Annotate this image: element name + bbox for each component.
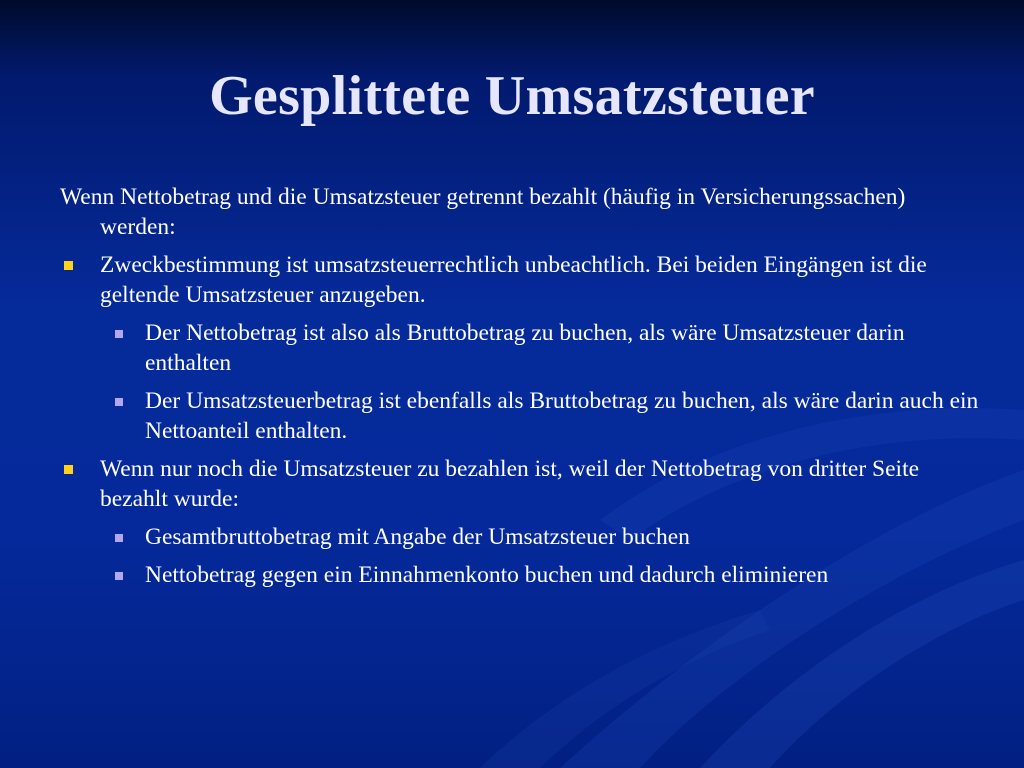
square-bullet-icon [115, 398, 123, 406]
slide-content [60, 182, 980, 598]
bullet-item-2-text: Wenn nur noch die Umsatzsteuer zu bezahlen ist, weil der Nettobetrag von dritter Seite bezahlt wurde: [100, 456, 920, 512]
square-bullet-icon [115, 534, 123, 542]
square-bullet-icon [115, 572, 123, 580]
sub-bullet-item-2-2 [60, 560, 980, 590]
sub-bullet-item-2-1 [60, 522, 980, 552]
slide-title: Gesplittete Umsatzsteuer [209, 65, 815, 127]
sub-bullet-item-1-2-text: Der Umsatzsteuerbetrag ist ebenfalls als Bruttobetrag zu buchen, als wäre darin auch ein Nettoanteil enthalten. [145, 388, 979, 444]
sub-bullet-item-2-2-text: Nettobetrag gegen ein Einnahmenkonto buchen und dadurch eliminieren [145, 562, 829, 588]
sub-bullet-item-1-1 [60, 318, 980, 378]
sub-bullet-item-1-2 [60, 386, 980, 446]
square-bullet-icon [115, 330, 123, 338]
sub-bullet-item-1-1-text: Der Nettobetrag ist also als Bruttobetrag zu buchen, als wäre Umsatzsteuer darin enthalten [145, 320, 905, 376]
square-bullet-icon [64, 465, 73, 474]
bullet-item-2 [60, 454, 980, 514]
sub-bullet-item-2-1-text: Gesamtbruttobetrag mit Angabe der Umsatzsteuer buchen [145, 524, 690, 550]
bullet-item-1-text: Zweckbestimmung ist umsatzsteuerrechtlich unbeachtlich. Bei beiden Eingängen ist die geltende Umsatzsteuer anzugeben. [100, 252, 927, 308]
intro-paragraph: Wenn Nettobetrag und die Umsatzsteuer getrennt bezahlt (häufig in Versicherungssachen) werden: [60, 184, 906, 240]
square-bullet-icon [64, 261, 73, 270]
bullet-item-1 [60, 250, 980, 310]
